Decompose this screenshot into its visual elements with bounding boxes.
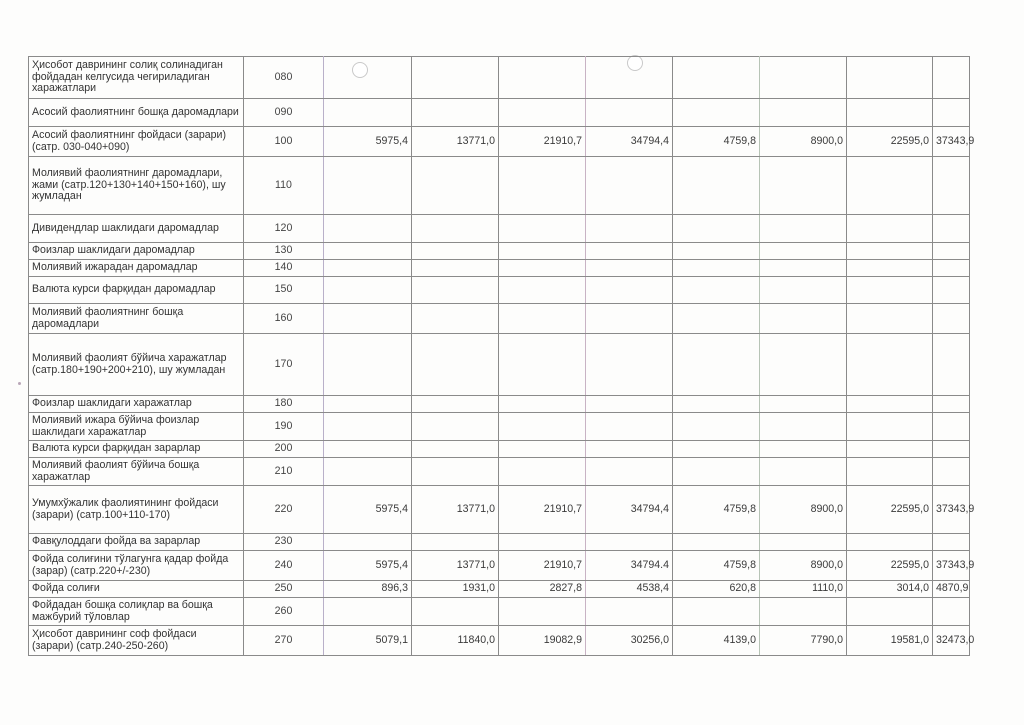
value-cell: 34794.4 bbox=[586, 551, 673, 581]
value-cell bbox=[412, 413, 499, 441]
value-cell bbox=[673, 441, 760, 458]
value-cell bbox=[933, 260, 970, 277]
value-cell bbox=[412, 57, 499, 99]
value-cell: 34794,4 bbox=[586, 127, 673, 157]
value-cell bbox=[760, 99, 847, 127]
value-cell: 21910,7 bbox=[499, 551, 586, 581]
value-cell: 22595,0 bbox=[847, 551, 933, 581]
row-code: 260 bbox=[244, 598, 324, 626]
table-row bbox=[29, 99, 970, 127]
value-cell bbox=[760, 157, 847, 215]
table-row bbox=[29, 441, 970, 458]
value-cell bbox=[673, 260, 760, 277]
value-cell: 1931,0 bbox=[412, 581, 499, 598]
value-cell bbox=[847, 458, 933, 486]
value-cell bbox=[933, 157, 970, 215]
table-row bbox=[29, 626, 970, 656]
value-cell: 13771,0 bbox=[412, 127, 499, 157]
value-cell bbox=[673, 534, 760, 551]
value-cell bbox=[673, 598, 760, 626]
table-row bbox=[29, 581, 970, 598]
value-cell: 4759,8 bbox=[673, 551, 760, 581]
table-row bbox=[29, 304, 970, 334]
value-cell bbox=[324, 304, 412, 334]
value-cell bbox=[412, 396, 499, 413]
value-cell bbox=[586, 57, 673, 99]
row-code: 160 bbox=[244, 304, 324, 334]
value-cell: 37343,9 bbox=[933, 127, 970, 157]
value-cell: 5975,4 bbox=[324, 551, 412, 581]
value-cell bbox=[847, 304, 933, 334]
row-code: 230 bbox=[244, 534, 324, 551]
value-cell bbox=[933, 598, 970, 626]
value-cell bbox=[847, 157, 933, 215]
value-cell bbox=[499, 215, 586, 243]
value-cell: 13771,0 bbox=[412, 551, 499, 581]
row-code: 180 bbox=[244, 396, 324, 413]
value-cell bbox=[673, 396, 760, 413]
value-cell bbox=[412, 334, 499, 396]
row-code: 150 bbox=[244, 277, 324, 304]
value-cell bbox=[673, 157, 760, 215]
row-code: 080 bbox=[244, 57, 324, 99]
value-cell bbox=[586, 260, 673, 277]
row-code: 170 bbox=[244, 334, 324, 396]
value-cell bbox=[760, 413, 847, 441]
value-cell bbox=[412, 534, 499, 551]
value-cell bbox=[499, 99, 586, 127]
value-cell: 2827,8 bbox=[499, 581, 586, 598]
value-cell bbox=[933, 99, 970, 127]
value-cell bbox=[324, 598, 412, 626]
table-row bbox=[29, 277, 970, 304]
row-label: Фоизлар шаклидаги харажатлар bbox=[29, 396, 244, 413]
row-code: 090 bbox=[244, 99, 324, 127]
value-cell bbox=[673, 99, 760, 127]
row-label: Умумхўжалик фаолиятининг фойдаси (зарари) (сатр.100+110-170) bbox=[29, 486, 244, 534]
row-label: Ҳисобот даврининг соф фойдаси (зарари) (сатр.240-250-260) bbox=[29, 626, 244, 656]
value-cell bbox=[499, 243, 586, 260]
row-label: Молиявий фаолият бўйича харажатлар (сатр.180+190+200+210), шу жумладан bbox=[29, 334, 244, 396]
value-cell bbox=[586, 396, 673, 413]
value-cell: 37343,9 bbox=[933, 551, 970, 581]
value-cell bbox=[847, 99, 933, 127]
value-cell bbox=[324, 534, 412, 551]
value-cell bbox=[673, 304, 760, 334]
table-row bbox=[29, 243, 970, 260]
table-body bbox=[29, 57, 975, 656]
value-cell bbox=[586, 534, 673, 551]
value-cell: 7790,0 bbox=[760, 626, 847, 656]
value-cell: 1110,0 bbox=[760, 581, 847, 598]
value-cell bbox=[499, 458, 586, 486]
value-cell bbox=[586, 458, 673, 486]
table-row bbox=[29, 127, 970, 157]
value-cell bbox=[933, 243, 970, 260]
value-cell bbox=[847, 277, 933, 304]
value-cell: 22595,0 bbox=[847, 486, 933, 534]
value-cell bbox=[933, 413, 970, 441]
value-cell bbox=[324, 57, 412, 99]
value-cell bbox=[586, 215, 673, 243]
value-cell bbox=[760, 304, 847, 334]
row-label: Фойда солиғи bbox=[29, 581, 244, 598]
value-cell bbox=[933, 277, 970, 304]
table-row bbox=[29, 215, 970, 243]
row-code: 120 bbox=[244, 215, 324, 243]
value-cell bbox=[499, 334, 586, 396]
value-cell: 22595,0 bbox=[847, 127, 933, 157]
value-cell bbox=[847, 534, 933, 551]
value-cell bbox=[933, 215, 970, 243]
value-cell bbox=[760, 334, 847, 396]
value-cell bbox=[673, 57, 760, 99]
row-code: 140 bbox=[244, 260, 324, 277]
value-cell bbox=[586, 99, 673, 127]
value-cell: 11840,0 bbox=[412, 626, 499, 656]
value-cell: 32473,0 bbox=[933, 626, 970, 656]
value-cell bbox=[324, 334, 412, 396]
value-cell bbox=[499, 534, 586, 551]
value-cell bbox=[499, 277, 586, 304]
value-cell: 4139,0 bbox=[673, 626, 760, 656]
value-cell bbox=[847, 215, 933, 243]
row-label: Молиявий фаолиятнинг даромадлари, жами (сатр.120+130+140+150+160), шу жумладан bbox=[29, 157, 244, 215]
row-label: Валюта курси фарқидан зарарлар bbox=[29, 441, 244, 458]
value-cell: 4759,8 bbox=[673, 127, 760, 157]
table-row bbox=[29, 551, 970, 581]
row-label: Валюта курси фарқидан даромадлар bbox=[29, 277, 244, 304]
value-cell bbox=[673, 243, 760, 260]
value-cell bbox=[760, 243, 847, 260]
value-cell bbox=[499, 441, 586, 458]
value-cell bbox=[933, 334, 970, 396]
value-cell: 19581,0 bbox=[847, 626, 933, 656]
value-cell bbox=[412, 441, 499, 458]
table-row bbox=[29, 413, 970, 441]
row-code: 100 bbox=[244, 127, 324, 157]
value-cell bbox=[324, 157, 412, 215]
value-cell: 8900,0 bbox=[760, 551, 847, 581]
value-cell bbox=[933, 458, 970, 486]
row-code: 110 bbox=[244, 157, 324, 215]
value-cell bbox=[847, 57, 933, 99]
value-cell bbox=[586, 334, 673, 396]
value-cell bbox=[933, 441, 970, 458]
value-cell bbox=[499, 413, 586, 441]
value-cell: 21910,7 bbox=[499, 486, 586, 534]
value-cell: 21910,7 bbox=[499, 127, 586, 157]
value-cell bbox=[760, 260, 847, 277]
financial-results-table bbox=[28, 56, 975, 656]
value-cell bbox=[412, 598, 499, 626]
row-label: Молиявий фаолият бўйича бошқа харажатлар bbox=[29, 458, 244, 486]
row-code: 270 bbox=[244, 626, 324, 656]
row-label: Фавқулоддаги фойда ва зарарлар bbox=[29, 534, 244, 551]
value-cell: 8900,0 bbox=[760, 127, 847, 157]
value-cell bbox=[847, 598, 933, 626]
value-cell bbox=[933, 57, 970, 99]
value-cell bbox=[760, 277, 847, 304]
row-label: Фойда солиғини тўлагунга қадар фойда (зарар) (сатр.220+/-230) bbox=[29, 551, 244, 581]
table-row bbox=[29, 334, 970, 396]
value-cell bbox=[586, 413, 673, 441]
value-cell bbox=[933, 304, 970, 334]
value-cell bbox=[324, 458, 412, 486]
row-code: 250 bbox=[244, 581, 324, 598]
value-cell: 4538,4 bbox=[586, 581, 673, 598]
value-cell: 30256,0 bbox=[586, 626, 673, 656]
value-cell bbox=[847, 396, 933, 413]
value-cell bbox=[760, 534, 847, 551]
value-cell bbox=[586, 277, 673, 304]
value-cell: 34794,4 bbox=[586, 486, 673, 534]
value-cell bbox=[499, 260, 586, 277]
value-cell: 5975,4 bbox=[324, 127, 412, 157]
table-row bbox=[29, 598, 970, 626]
row-code: 190 bbox=[244, 413, 324, 441]
value-cell bbox=[673, 215, 760, 243]
value-cell bbox=[324, 396, 412, 413]
value-cell: 3014,0 bbox=[847, 581, 933, 598]
value-cell bbox=[847, 441, 933, 458]
row-code: 210 bbox=[244, 458, 324, 486]
row-label: Молиявий фаолиятнинг бошқа даромадлари bbox=[29, 304, 244, 334]
value-cell bbox=[499, 396, 586, 413]
value-cell bbox=[324, 441, 412, 458]
value-cell: 37343,9 bbox=[933, 486, 970, 534]
row-label: Фойдадан бошқа солиқлар ва бошқа мажбурий тўловлар bbox=[29, 598, 244, 626]
value-cell bbox=[412, 260, 499, 277]
row-code: 240 bbox=[244, 551, 324, 581]
value-cell bbox=[324, 99, 412, 127]
value-cell bbox=[673, 458, 760, 486]
value-cell bbox=[412, 157, 499, 215]
value-cell: 19082,9 bbox=[499, 626, 586, 656]
row-code: 200 bbox=[244, 441, 324, 458]
value-cell bbox=[847, 243, 933, 260]
value-cell bbox=[586, 441, 673, 458]
value-cell bbox=[586, 598, 673, 626]
value-cell bbox=[847, 260, 933, 277]
row-label: Дивидендлар шаклидаги даромадлар bbox=[29, 215, 244, 243]
row-label: Ҳисобот даврининг солиқ солинадиган фойдадан келгусида чегириладиган харажатлари bbox=[29, 57, 244, 99]
value-cell: 896,3 bbox=[324, 581, 412, 598]
value-cell bbox=[586, 304, 673, 334]
value-cell bbox=[324, 260, 412, 277]
value-cell bbox=[673, 277, 760, 304]
value-cell bbox=[324, 215, 412, 243]
value-cell bbox=[499, 57, 586, 99]
value-cell bbox=[760, 215, 847, 243]
row-code: 220 bbox=[244, 486, 324, 534]
scan-speck bbox=[18, 382, 21, 385]
row-label: Асосий фаолиятнинг бошқа даромадлари bbox=[29, 99, 244, 127]
value-cell: 4870,9 bbox=[933, 581, 970, 598]
value-cell bbox=[324, 243, 412, 260]
value-cell: 4759,8 bbox=[673, 486, 760, 534]
table-row bbox=[29, 534, 970, 551]
table-row bbox=[29, 458, 970, 486]
value-cell: 8900,0 bbox=[760, 486, 847, 534]
value-cell bbox=[499, 598, 586, 626]
row-label: Асосий фаолиятнинг фойдаси (зарари) (сатр. 030-040+090) bbox=[29, 127, 244, 157]
table-row bbox=[29, 486, 970, 534]
value-cell bbox=[586, 243, 673, 260]
value-cell bbox=[412, 215, 499, 243]
value-cell bbox=[324, 277, 412, 304]
value-cell bbox=[499, 304, 586, 334]
value-cell bbox=[933, 534, 970, 551]
value-cell bbox=[933, 396, 970, 413]
row-label: Фоизлар шаклидаги даромадлар bbox=[29, 243, 244, 260]
value-cell bbox=[847, 413, 933, 441]
value-cell bbox=[760, 458, 847, 486]
value-cell bbox=[673, 334, 760, 396]
value-cell: 620,8 bbox=[673, 581, 760, 598]
value-cell bbox=[412, 304, 499, 334]
table-row bbox=[29, 57, 970, 99]
value-cell bbox=[412, 458, 499, 486]
value-cell bbox=[412, 99, 499, 127]
value-cell bbox=[760, 396, 847, 413]
value-cell: 5975,4 bbox=[324, 486, 412, 534]
value-cell bbox=[412, 277, 499, 304]
value-cell bbox=[673, 413, 760, 441]
value-cell bbox=[586, 157, 673, 215]
value-cell: 5079,1 bbox=[324, 626, 412, 656]
value-cell bbox=[324, 413, 412, 441]
value-cell bbox=[760, 57, 847, 99]
value-cell bbox=[499, 157, 586, 215]
value-cell: 13771,0 bbox=[412, 486, 499, 534]
row-code: 130 bbox=[244, 243, 324, 260]
value-cell bbox=[760, 598, 847, 626]
table-row bbox=[29, 396, 970, 413]
row-label: Молиявий ижара бўйича фоизлар шаклидаги харажатлар bbox=[29, 413, 244, 441]
row-label: Молиявий ижарадан даромадлар bbox=[29, 260, 244, 277]
table-row bbox=[29, 157, 970, 215]
table-row bbox=[29, 260, 970, 277]
value-cell bbox=[847, 334, 933, 396]
value-cell bbox=[760, 441, 847, 458]
value-cell bbox=[412, 243, 499, 260]
